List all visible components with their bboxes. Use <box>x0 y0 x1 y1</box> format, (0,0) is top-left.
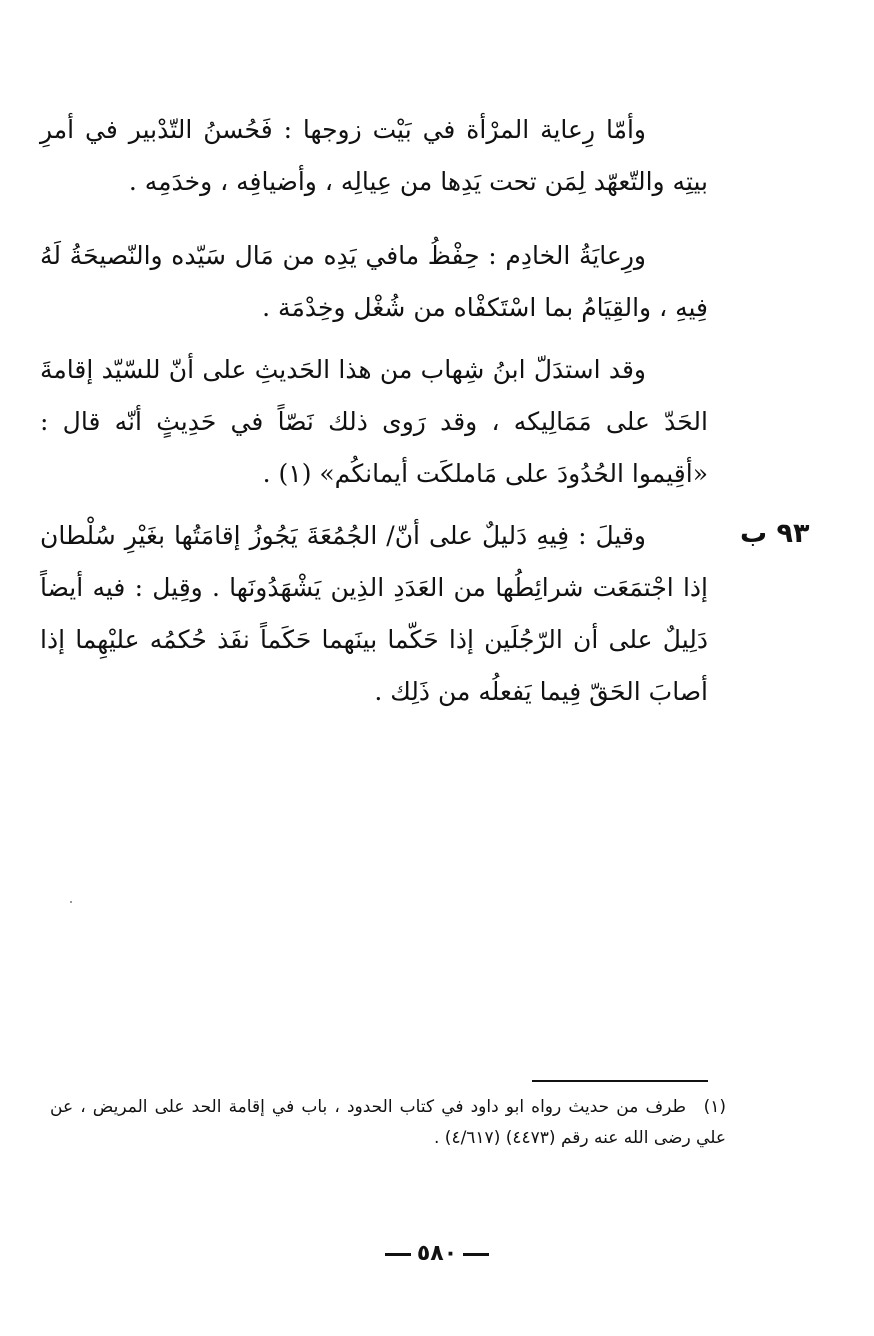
footnote-marker: (١) <box>703 1097 726 1117</box>
footnote <box>50 1092 726 1154</box>
page-number-dash-left <box>385 1253 411 1256</box>
footnote-text: طرف من حديث رواه ابو داود في كتاب الحدود ، باب في إقامة الحد على المريض ، عن علي رضى الله عنه رقم (٤٤٧٣) (٤/٦١٧) . <box>50 1097 726 1148</box>
paragraph-servant-care: ورِعايَةُ الخادِم : حِفْظُ مافي يَدِه من مَال سَيّده والنّصيحَةُ لَهُ فِيهِ ، والقِيَامُ بما اسْتَكفْاه من شُغْل وخِدْمَة . <box>40 241 708 322</box>
page-number-value: ٥٨٠ <box>416 1241 458 1266</box>
paragraph-wife-care: وأمّا رِعاية المرْأة في بَيْت زوجها : فَحُسنُ التّدْبير في أمرِ بيتِه والتّعهّد لِمَن تحت يَدِها من عِيالِه ، وأضيافِه ، وخدَمِه . <box>40 115 708 196</box>
scan-speck <box>70 901 72 903</box>
page-number <box>0 1236 874 1272</box>
paragraph-jumuah: وقيلَ : فِيهِ دَليلٌ على أنّ/ الجُمُعَةَ يَجُوزُ إقامَتُها بغَيْرِ سُلْطان إذا اجْتمَعَت شرائِطُها من العَدَدِ الذِين يَشْهَدُونَها . وقِيل : فيه أيضاً دَلِيلٌ على أن الرّجُلَين إذا حَكّما بينَهما حَكَماً نفَذ حُكمُه عليْهِما إذا أصابَ الحَقّ فِيما يَفعلُه من ذَلِك . <box>40 521 708 706</box>
manuscript-folio-note: ٩٣ ب <box>740 518 810 549</box>
paragraph-ibn-shihab: وقد استدَلّ ابنُ شِهاب من هذا الحَديثِ على أنّ للسّيّد إقامةَ الحَدّ على مَمَالِيكه ، وقد رَوى ذلك نَصّاً في حَدِيثٍ أنّه قال : «أقِيموا الحُدُودَ على مَاملكَت أيمانكُم» (١) . <box>40 355 708 488</box>
footnote-divider <box>532 1080 708 1082</box>
page-number-dash-right <box>463 1253 489 1256</box>
